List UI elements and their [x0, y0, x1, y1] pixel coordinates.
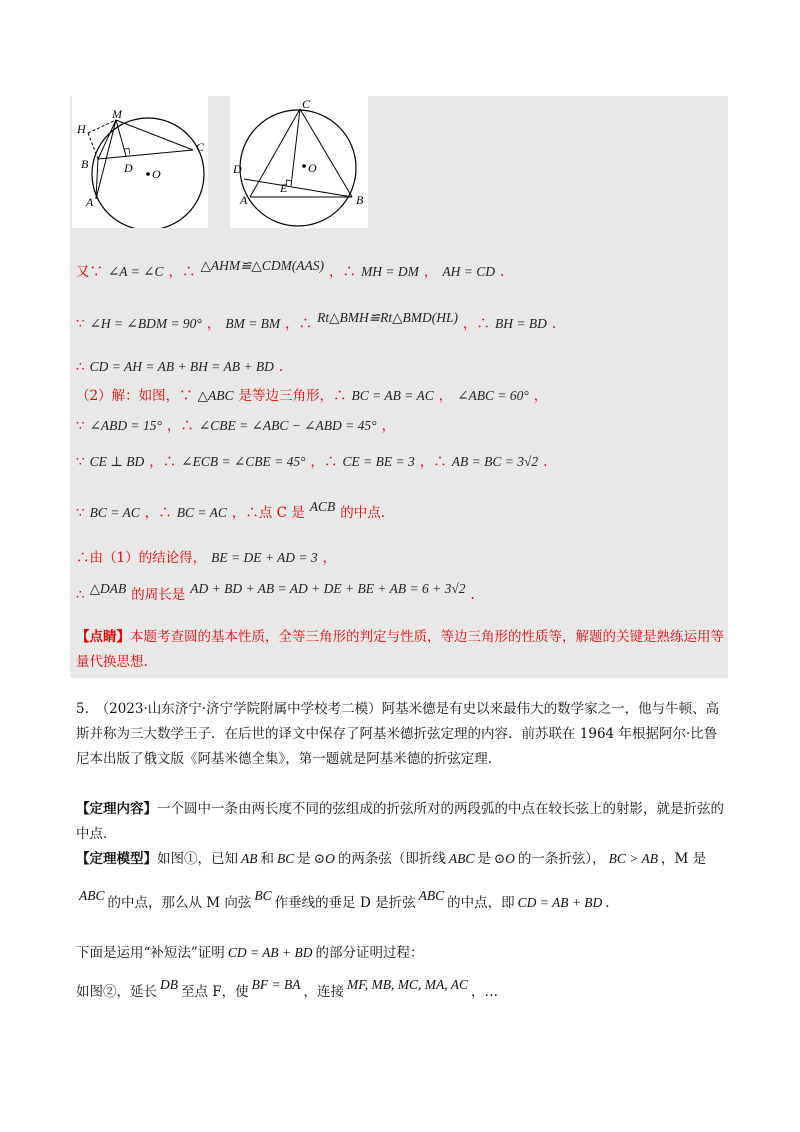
text: ， [206, 316, 221, 332]
text: （2）解：如图，∵ [76, 388, 193, 404]
text: 的两条弦（即折线 [337, 851, 446, 867]
math: AD + BD + AB = AD + DE + BE + AB = 6 + 3√2 [190, 581, 466, 596]
text: ∵ [76, 316, 85, 332]
solution-line-5 [76, 416, 395, 436]
figure-1 [72, 96, 208, 228]
figure-1-drawing [72, 96, 208, 228]
math: BM = BM [225, 316, 281, 331]
text: 的一条折弦）， [517, 851, 606, 867]
label-a: A [240, 193, 248, 207]
text: . [605, 895, 610, 911]
math: △DAB [89, 581, 127, 596]
label-c: C [302, 97, 311, 111]
math: CE ⊥ BD [89, 454, 145, 469]
math: ⊙O [313, 851, 335, 866]
comment-text: 本题考查圆的基本性质，全等三角形的判定与性质，等边三角形的性质等，解题的关键是熟练运用等量代换思想. [76, 629, 724, 670]
side-cb [300, 109, 352, 197]
math: CD = AB + BD [517, 895, 603, 910]
figure-2-drawing [230, 96, 368, 228]
segment-hb [88, 133, 98, 159]
center-o [302, 164, 306, 168]
label-d: D [124, 161, 133, 175]
solution-line-7 [76, 499, 386, 523]
text: ，∴ [329, 264, 357, 280]
text: 是 [297, 851, 311, 867]
math: ∠ECB = ∠CBE = 45° [181, 454, 306, 469]
math: ∠A = ∠C [108, 264, 164, 279]
math: BC = AB = AC [351, 388, 434, 403]
text: 是等边三角形，∴ [238, 388, 347, 404]
math: CE = BE = 3 [342, 454, 415, 469]
solution-line-4 [76, 386, 547, 406]
math: BC > AB [608, 851, 658, 866]
math: ABC [448, 851, 475, 866]
chord-bc [98, 150, 193, 159]
proof-step-1 [76, 979, 726, 1005]
chord-db [244, 179, 352, 197]
math: MF, MB, MC, MA, AC [347, 977, 469, 992]
text: 下面是运用“补短法”证明 [76, 945, 225, 961]
text: . [551, 316, 557, 332]
text: 是 [477, 851, 491, 867]
text: ∴ [76, 359, 85, 375]
text: ， [438, 388, 453, 404]
math: Rt△BMH≌Rt△BMD(HL) [317, 310, 458, 325]
label-a: A [86, 195, 94, 209]
solution-line-1 [76, 258, 505, 282]
math: DB [160, 977, 178, 992]
text: 如图①，已知 [157, 851, 238, 867]
text: 的部分证明过程： [315, 945, 424, 961]
math: ∠CBE = ∠ABC − ∠ABD = 45° [198, 418, 377, 433]
label-b: B [81, 157, 89, 171]
math: △ABC [197, 388, 234, 403]
text: ，… [471, 984, 499, 1000]
text: . [543, 454, 548, 470]
math: ABC [79, 888, 105, 903]
math: △AHM≌△CDM(AAS) [200, 258, 325, 273]
theorem-content-tag: 【定理内容】 [76, 801, 157, 817]
text: 如图②，延长 [76, 984, 157, 1000]
math: BC = AC [89, 505, 140, 520]
solution-line-3 [76, 357, 283, 377]
text: . [500, 264, 505, 280]
label-e: E [280, 181, 288, 195]
chord-mc [116, 120, 193, 150]
math: BH = BD [494, 316, 547, 331]
label-h: H [77, 122, 86, 136]
text: ，∴ [168, 264, 196, 280]
proof-intro [76, 940, 726, 966]
segment-ce [291, 109, 300, 186]
comment-tag: 【点睛】 [76, 629, 130, 645]
text: ∵ [76, 418, 85, 434]
text: 作垂线的垂足 D 是折弦 [274, 895, 416, 911]
text: ∵ [76, 505, 85, 521]
segment-mb [98, 120, 116, 159]
text: ，∴ [144, 505, 172, 521]
theorem-model-tag: 【定理模型】 [76, 851, 157, 867]
math: ⊙O [493, 851, 515, 866]
solution-line-8 [76, 548, 336, 568]
math: AB = BC = 3√2 [451, 454, 539, 469]
math: BE = DE + AD = 3 [211, 550, 318, 565]
text: . [278, 359, 284, 375]
text: ，∴点 C 是 [231, 505, 305, 521]
label-m: M [112, 107, 122, 121]
solution-line-9 [76, 581, 475, 605]
text: ， [533, 388, 548, 404]
text: 的中点，即 [447, 895, 515, 911]
math: BC [277, 851, 295, 866]
text: ∴由（1）的结论得， [76, 550, 207, 566]
label-b: B [356, 193, 364, 207]
text: ，∴ [462, 316, 490, 332]
text: 的中点. [340, 505, 386, 521]
text: ∴ [76, 587, 85, 603]
text: ，∴ [166, 418, 194, 434]
theorem-content-text: 一个圆中一条由两长度不同的弦组成的折弦所对的两段弧的中点在较长弦上的射影，就是折弦的中点． [76, 801, 724, 842]
math: BC = AC [176, 505, 227, 520]
text: ， [322, 550, 337, 566]
text: ，∴ [419, 454, 447, 470]
math: ABC [418, 888, 445, 903]
text: 的中点，那么从 M 向弦 [107, 895, 252, 911]
math: ACB [309, 499, 336, 514]
text: ∵ [76, 454, 85, 470]
text: ，M 是 [661, 851, 707, 867]
label-c: C [196, 140, 205, 154]
text: 至点 F，使 [181, 984, 249, 1000]
label-d: D [233, 162, 242, 176]
text: . [470, 587, 475, 603]
text: ，连接 [303, 984, 345, 1000]
math: MH = DM [361, 264, 419, 279]
solution-line-2 [76, 310, 557, 334]
text: ， [381, 418, 396, 434]
text: 又∵ [76, 264, 103, 280]
math: ∠ABD = 15° [89, 418, 162, 433]
math: CD = AH = AB + BH = AB + BD [89, 359, 274, 374]
problem-5-intro: 5. （2023·山东济宁·济宁学院附属中学校考二模）阿基米德是有史以来最伟大的数学家之一，他与牛顿、高斯并称为三大数学王子．在后世的译文中保存了阿基米德折弦定理的内容．前苏联在 1964 年根据阿尔·比鲁尼本出版了俄文版《阿基米德全集》，第一题就是阿基米德的折弦定理． [76, 701, 720, 767]
text: ， [423, 264, 438, 280]
comment-note [76, 625, 724, 675]
math: AH = CD [442, 264, 496, 279]
math: ∠ABC = 60° [457, 388, 529, 403]
theorem-content [76, 797, 726, 847]
theorem-model-line-1 [76, 846, 726, 872]
label-o: O [308, 161, 317, 175]
figure-2 [230, 96, 368, 228]
math: CD = AB + BD [227, 945, 313, 960]
math: BC [254, 888, 272, 903]
text: ，∴ [149, 454, 177, 470]
center-o [146, 172, 150, 176]
text: 和 [260, 851, 274, 867]
text: 的周长是 [131, 587, 186, 603]
math: AB [241, 851, 258, 866]
theorem-model-line-2 [76, 890, 726, 916]
text: ，∴ [285, 316, 313, 332]
math: BF = BA [251, 977, 301, 992]
segment-ma [96, 120, 116, 199]
text: ，∴ [310, 454, 338, 470]
math: ∠H = ∠BDM = 90° [89, 316, 202, 331]
solution-line-6 [76, 452, 547, 472]
label-o: O [152, 167, 161, 181]
